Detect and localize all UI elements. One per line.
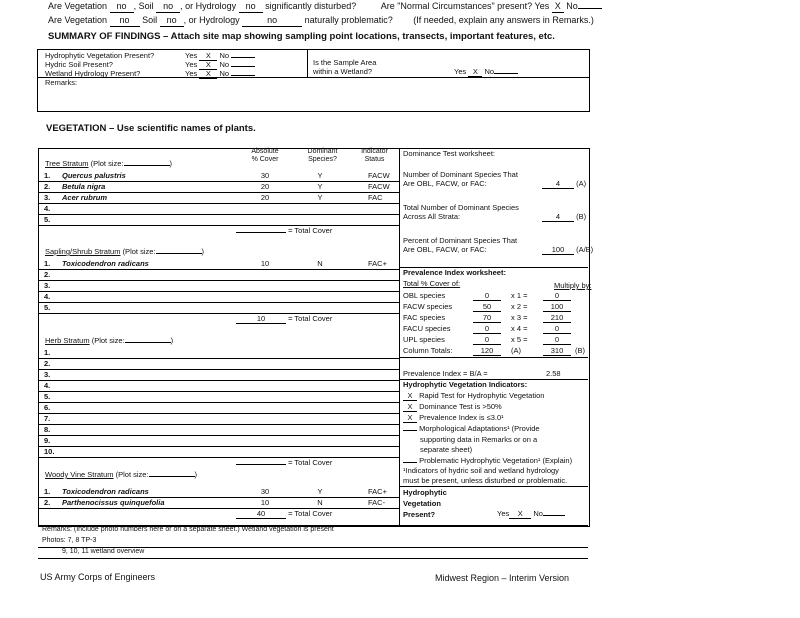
species-row[interactable]: 5. <box>38 302 399 314</box>
veg-present-no[interactable] <box>543 515 565 516</box>
species-row[interactable]: 1. Toxicodendron radicans 30 Y FAC+ <box>38 486 399 498</box>
species-row[interactable]: 3. <box>38 280 399 292</box>
indicator-item[interactable]: Morphological Adaptations¹ (Provide <box>403 424 540 433</box>
species-row[interactable]: 2. <box>38 269 399 281</box>
prevalence-row: FACU species 0 x 4 = 0 <box>403 324 585 334</box>
cover-value: 20 <box>260 193 270 202</box>
finding-label: Wetland Hydrology Present? <box>45 69 141 78</box>
veg-present-yes[interactable]: X <box>509 509 531 519</box>
veg-present-label: Hydrophytic Vegetation Present? <box>403 488 447 519</box>
finding-no-field[interactable] <box>231 57 255 58</box>
prevalence-row: FAC species 70 x 3 = 210 <box>403 313 585 323</box>
finding-label: Hydric Soil Present? <box>45 60 113 69</box>
finding-no-field[interactable] <box>231 66 255 67</box>
indicator-item[interactable]: X Dominance Test is >50% <box>403 402 502 412</box>
plot-size-field[interactable] <box>149 476 195 477</box>
species-row[interactable]: 8. <box>38 424 399 436</box>
finding-answer: Yes X No <box>185 60 255 70</box>
indicator-value: FACW <box>368 171 390 180</box>
photos-line-2: 9, 10, 11 wetland overview <box>62 548 145 555</box>
dominant-value: Y <box>317 193 323 202</box>
species-row[interactable]: 4. <box>38 291 399 303</box>
dominant-count-a[interactable]: 4 <box>542 179 574 189</box>
stratum-heading: Woody Vine Stratum (Plot size: ) <box>45 470 198 479</box>
plot-size-field[interactable] <box>156 253 202 254</box>
indicator-value: FAC+ <box>368 487 387 496</box>
species-row[interactable]: 5. <box>38 214 399 226</box>
species-row[interactable]: 6. <box>38 402 399 414</box>
total-cover-row: 40 = Total Cover <box>236 509 332 519</box>
dominant-value: N <box>317 498 323 507</box>
finding-label: Hydrophytic Vegetation Present? <box>45 51 155 60</box>
species-row[interactable]: 1. Toxicodendron radicans 10 N FAC+ <box>38 258 399 270</box>
dominant-value: N <box>317 259 323 268</box>
dominant-value: Y <box>317 487 323 496</box>
dominant-count-b[interactable]: 4 <box>542 212 574 222</box>
vegetation-remarks: Remarks: (Include photo numbers here or on a separate sheet.) Wetland vegetation is present <box>42 526 334 533</box>
photos-line-1: Photos: 7, 8 TP-3 <box>42 537 97 544</box>
indicator-value: FACW <box>368 182 390 191</box>
total-cover-row: = Total Cover <box>236 226 332 235</box>
indicator-item[interactable]: X Prevalence Index is ≤3.0¹ <box>403 413 504 423</box>
sample-area-answer: Yes X No <box>454 67 518 77</box>
species-row[interactable]: 3. Acer rubrum 20 Y FAC <box>38 192 399 204</box>
species-row[interactable]: 1. <box>38 347 399 359</box>
total-cover-row: = Total Cover <box>236 458 332 467</box>
finding-answer: Yes X No <box>185 69 255 79</box>
total-cover-value <box>236 232 286 233</box>
footnote-2: must be present, unless disturbed or problematic. <box>403 476 568 485</box>
col-header-indicator: Indicator Status <box>361 148 388 163</box>
finding-yes-field[interactable]: X <box>199 60 217 70</box>
prevalence-header-cover: Total % Cover of: <box>403 279 461 288</box>
cover-value: 30 <box>260 171 270 180</box>
species-row[interactable]: 7. <box>38 413 399 425</box>
total-cover-value <box>236 464 286 465</box>
footer-version: Midwest Region – Interim Version <box>435 573 570 583</box>
indicator-item[interactable]: X Rapid Test for Hydrophytic Vegetation <box>403 391 544 401</box>
species-name: Acer rubrum <box>62 193 108 202</box>
species-row[interactable]: 4. <box>38 203 399 215</box>
morph-line-3: separate sheet) <box>420 445 473 454</box>
species-row[interactable]: 2. Parthenocissus quinquefolia 10 N FAC- <box>38 497 399 509</box>
total-cover-value: 40 <box>236 509 286 519</box>
plot-size-field[interactable] <box>125 342 171 343</box>
indicator-value: FAC- <box>368 498 386 507</box>
species-row[interactable]: 2. Betula nigra 20 Y FACW <box>38 181 399 193</box>
sample-no-field[interactable] <box>494 73 518 74</box>
disturbed-question: Are Vegetation no , Soil no , or Hydrology no significantly disturbed? Are "Normal Circumstances" present? Yes X No <box>48 1 602 13</box>
prevalence-header-multiply: Multiply by: <box>554 281 592 290</box>
col-header-cover: Absolute % Cover <box>251 148 279 163</box>
species-name: Betula nigra <box>62 182 106 191</box>
stratum-heading: Herb Stratum (Plot size: ) <box>45 336 174 345</box>
finding-yes-field[interactable]: X <box>199 69 217 79</box>
species-name: Toxicodendron radicans <box>62 259 149 268</box>
finding-yes-field[interactable]: X <box>199 51 217 61</box>
indicator-item[interactable]: Problematic Hydrophytic Vegetation¹ (Explain) <box>403 456 572 465</box>
cover-value: 10 <box>260 259 270 268</box>
dominant-value: Y <box>317 182 323 191</box>
prevalence-title: Prevalence Index worksheet: <box>403 268 506 277</box>
plot-size-field[interactable] <box>124 165 170 166</box>
finding-answer: Yes X No <box>185 51 255 61</box>
vegetation-title: VEGETATION – Use scientific names of plants. <box>46 123 256 134</box>
prevalence-row: OBL species 0 x 1 = 0 <box>403 291 585 301</box>
prevalence-index-value: 2.58 <box>546 369 561 378</box>
species-row[interactable]: 4. <box>38 380 399 392</box>
summary-title: SUMMARY OF FINDINGS – Attach site map showing sampling point locations, transects, important features, etc. <box>48 31 555 42</box>
morph-line-2: supporting data in Remarks or on a <box>420 435 538 444</box>
indicator-value: FAC <box>368 193 383 202</box>
species-row[interactable]: 5. <box>38 391 399 403</box>
indicator-checkbox: X <box>403 391 417 401</box>
species-name: Toxicodendron radicans <box>62 487 149 496</box>
indicator-checkbox: X <box>403 402 417 412</box>
species-row[interactable]: 1. Quercus palustris 30 Y FACW <box>38 170 399 182</box>
species-row[interactable]: 2. <box>38 358 399 370</box>
species-row[interactable]: 3. <box>38 369 399 381</box>
stratum-heading: Sapling/Shrub Stratum (Plot size: ) <box>45 247 204 256</box>
total-cover-row: 10 = Total Cover <box>236 314 332 324</box>
sample-yes-field[interactable]: X <box>468 67 482 77</box>
summary-remarks-label: Remarks: <box>45 78 78 87</box>
species-name: Quercus palustris <box>62 171 126 180</box>
dominant-percent[interactable]: 100 <box>542 245 574 255</box>
species-row[interactable]: 9. <box>38 435 399 447</box>
indicator-value: FAC+ <box>368 259 387 268</box>
cover-value: 30 <box>260 487 270 496</box>
col-header-dominant: Dominant Species? <box>307 148 338 163</box>
footer-agency: US Army Corps of Engineers <box>40 572 156 582</box>
footnote-1: ¹Indicators of hydric soil and wetland hydrology <box>403 466 559 475</box>
prevalence-row: FACW species 50 x 2 = 100 <box>403 302 585 312</box>
cover-value: 10 <box>260 498 270 507</box>
species-name: Parthenocissus quinquefolia <box>62 498 165 507</box>
indicators-title: Hydrophytic Vegetation Indicators: <box>403 380 528 389</box>
column-totals-row: Column Totals: 120 (A) 310 (B) <box>403 346 585 355</box>
finding-no-field[interactable] <box>231 75 255 76</box>
sample-area-label-2: within a Wetland? <box>313 67 373 76</box>
indicator-checkbox: X <box>403 413 417 423</box>
prevalence-index-label: Prevalence Index = B/A = <box>403 369 488 378</box>
total-cover-value: 10 <box>236 314 286 324</box>
indicator-checkbox <box>403 462 417 463</box>
dominant-value: Y <box>317 171 323 180</box>
cover-value: 20 <box>260 182 270 191</box>
stratum-heading: Tree Stratum (Plot size: ) <box>45 159 173 168</box>
prevalence-row: UPL species 0 x 5 = 0 <box>403 335 585 345</box>
problematic-question: Are Vegetation no Soil no , or Hydrology no naturally problematic? (If needed, explain any answers in Remarks.) <box>48 15 594 25</box>
sample-area-label: Is the Sample Area <box>313 58 377 67</box>
species-row[interactable]: 10. <box>38 446 399 458</box>
wetland-determination-form: Are Vegetation no , Soil no , or Hydrology no significantly disturbed? Are "Normal Circumstances" present? Yes X No Are Vegetation no Soil no , or Hydrology no naturally problematic? (If needed, explain any answers in Remarks.) SUMMARY OF FINDINGS – Attach site map showing sampling point locations, transects, important features, etc. Hydrophytic Vegetation Present? Yes X No Hydric Soil Present? Yes X No Wetland Hydrology Present? Yes X No Is the Sample Area within a Wetland? Yes X No Remarks: VEGETATION – Use scientific names of plants. Absolute % Cover Dominant Species? Indicator Status Tree Stratum (Plot size: ) 1. Quercus palustris 30 Y FACW 2. Betula nigra 20 Y FACW 3. Acer rubrum 20 Y FAC 4. 5. = Total Cover Sapling/Shrub Stratum (Plot size: ) 1. Toxicodendron radicans 10 N FAC+ 2. 3. 4. 5. 10 = Total Cover Herb Stratum (Plot size: ) 1. 2. 3. 4. 5. 6. 7. 8. 9. 10. = Total Cover Woody Vine Stratum (Plot size: ) 1. Toxicodendron radicans 30 Y FAC+ 2. Parthenocissus quinquefolia 10 N FAC- 40 = Total Cover Remarks: (Include photo numbers here or on a separate sheet.) Wetland vegetation is present Photos: 7, 8 TP-3 9, 10, 11 wetland overview Dominance Test worksheet: Number of Dominant Species That Are OBL, FACW, or FAC: 4 (A) Total Number of Dominant Species Across All Strata: 4 (B) Percent of Dominant Species That Are OBL, FACW, or FAC: 100 (A/B) Prevalence Index worksheet: Total % Cover of: Multiply by: OBL species 0 x 1 = 0 FACW species 50 x 2 = 100 FAC species 70 x 3 = 210 FACU species 0 x 4 = 0 UPL species 0 x 5 = 0 Column Totals: 120 (A) 310 (B) Prevalence Index = B/A = 2.58 Hydrophytic Vegetation Indicators: X Rapid Test for Hydrophytic Vegetation X Dominance Test is >50% X Prevalence Index is ≤3.0¹ Morphological Adaptations¹ (Provide Problematic Hydrophytic Vegetation¹ (Explain) supporting data in Remarks or on a separate sheet) ¹Indicators of hydric soil and wetland hydrology must be present, unless disturbed or problematic. Hydrophytic Vegetation Present? Yes X No US Army Corps of Engineers Midwest Region – Interim Version <box>0 0 800 618</box>
veg-present-answer: Yes X No <box>497 509 565 519</box>
indicator-checkbox <box>403 430 417 431</box>
